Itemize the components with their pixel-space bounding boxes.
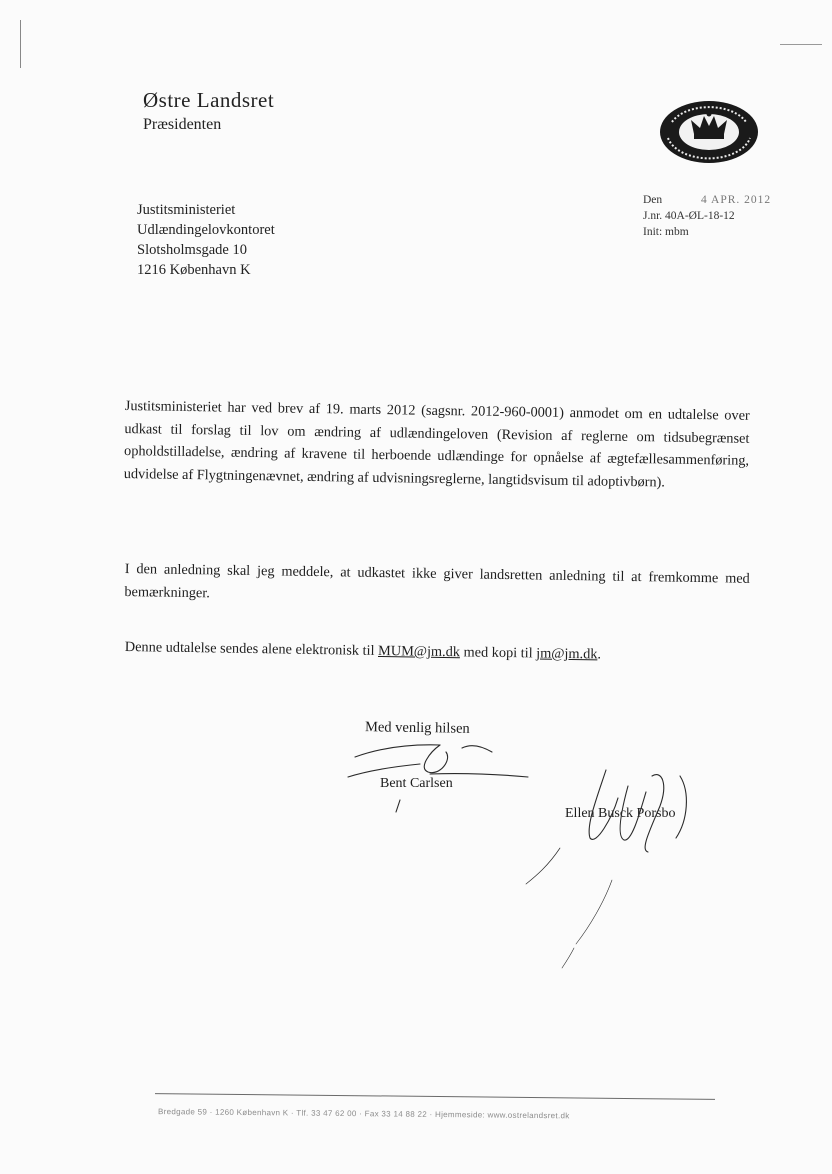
- recipient-address: [137, 200, 275, 280]
- paragraph-text: med kopi til: [459, 644, 537, 662]
- date-line: [643, 192, 771, 208]
- letterhead-court-name: Østre Landsret: [143, 88, 275, 112]
- date-label: Den: [643, 194, 663, 206]
- journal-number: J.nr. 40A-ØL-18-12: [643, 210, 735, 222]
- signature-stroke: [676, 776, 686, 838]
- body-paragraph-2: I den anledning skal jeg meddele, at udkastet ikke giver landsretten anledning til at fremkomme med bemærkninger.: [124, 560, 750, 601]
- signature-stroke: [396, 800, 400, 812]
- paragraph-text: .: [597, 646, 602, 663]
- recipient-line: Justitsministeriet: [137, 202, 236, 218]
- date-stamp: 4 APR. 2012: [701, 194, 772, 206]
- signature-stroke: [424, 745, 447, 773]
- signature-stroke: [576, 880, 612, 944]
- signature-stroke: [526, 848, 560, 884]
- signer-name-2: Ellen Busck Porsbo: [565, 806, 676, 821]
- email-link-jm[interactable]: jm@jm.dk: [536, 645, 598, 663]
- footer-rule: [155, 1093, 715, 1100]
- body-paragraph-3: [125, 636, 750, 668]
- email-link-mum[interactable]: MUM@jm.dk: [377, 642, 461, 661]
- scan-edge-mark: [20, 20, 21, 68]
- paragraph-text: Denne udtalelse sendes alene elektronisk til: [124, 638, 379, 659]
- letter-meta: [643, 192, 771, 240]
- body-paragraph-1: Justitsministeriet har ved brev af 19. marts 2012 (sagsnr. 2012-960-0001) anmodet om en udtalelse over udkast til forslag til lov om ændring af udlændingeloven (Revision af reglerne om tidsubegrænset opholdstilladelse, ændring af kravene til herboende udlændinge for opnåelse af ægtefællesammenføring, udvidelse af Flygtningenævnet, ændring af udvisningsreglerne, langtidsvisum til adoptivbørn).: [123, 397, 750, 490]
- recipient-line: 1216 København K: [137, 262, 251, 278]
- recipient-line: Slotsholmsgade 10: [137, 242, 247, 258]
- signature-stroke: [562, 948, 574, 968]
- signer-name-1: Bent Carlsen: [380, 776, 453, 791]
- letterhead-office: Præsidenten: [143, 116, 222, 133]
- signature-stroke: [355, 745, 440, 757]
- footer-contact: Bredgade 59 · 1260 København K · Tlf. 33 47 62 00 · Fax 33 14 88 22 · Hjemmeside: www.ostrelandsret.dk: [157, 1107, 570, 1121]
- signature-stroke: [589, 770, 618, 839]
- court-seal-stamp: [658, 98, 760, 166]
- closing-greeting: Med venlig hilsen: [364, 719, 470, 737]
- initials: Init: mbm: [643, 226, 689, 238]
- recipient-line: Udlændingelovkontoret: [137, 222, 275, 238]
- scan-edge-mark: [780, 44, 822, 45]
- signature-stroke: [462, 746, 492, 752]
